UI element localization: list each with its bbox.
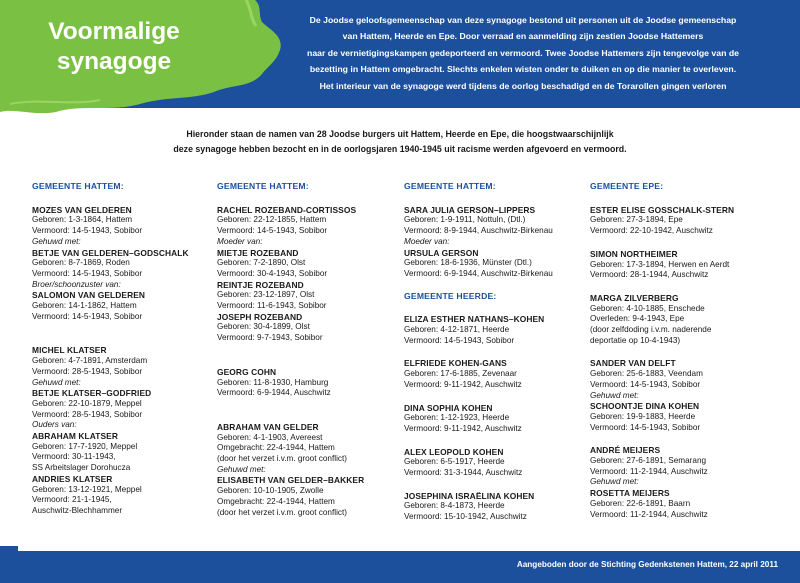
person-detail: Geboren: 17-3-1894, Herwen en Aerdt [590, 259, 730, 269]
person-entry [590, 445, 770, 520]
person-entry [404, 205, 584, 280]
subintro-line: deze synagoge hebben bezocht en in de oorlogsjaren 1940-1945 uit racisme werden afgevoerd en vermoord. [173, 144, 627, 154]
person-detail: deportatie op 10-4-1943) [590, 335, 681, 345]
relation-label: Gehuwd met: [217, 464, 266, 474]
person-entry [217, 367, 397, 399]
person-detail: Vermoord: 14-5-1943, Sobibor [404, 335, 515, 345]
person-detail: Geboren: 25-6-1883, Veendam [590, 369, 703, 379]
person-detail: Vermoord: 30-11-1943, [32, 452, 116, 462]
person-name: ELISABETH VAN GELDER–BAKKER [217, 475, 365, 486]
person-detail: Vermoord: 28-5-1943, Sobibor [32, 366, 143, 376]
section-heading: GEMEENTE HATTEM: [217, 181, 309, 191]
person-name: MOZES VAN GELDEREN [32, 204, 132, 215]
relation-label: Moeder van: [404, 236, 450, 246]
person-detail: Geboren: 4-12-1871, Heerde [404, 325, 510, 335]
person-detail: Geboren: 22-12-1855, Hattem [217, 215, 327, 225]
person-detail: Geboren: 23-12-1897, Olst [217, 290, 315, 300]
person-detail: Geboren: 22-6-1891, Baarn [590, 498, 691, 508]
person-name: DINA SOPHIA KOHEN [404, 402, 493, 413]
person-name: MIETJE ROZEBAND [217, 247, 299, 258]
person-entry [404, 491, 584, 523]
person-detail: Geboren: 17-6-1885, Zevenaar [404, 369, 517, 379]
intro-line: De Joodse geloofsgemeenschap van deze synagoge bestond uit personen uit de Joodse gemeenschap [309, 15, 737, 25]
person-detail: Geboren: 1-3-1864, Hattem [32, 215, 133, 225]
column-3 [404, 181, 584, 534]
section-heading: GEMEENTE HATTEM: [32, 181, 124, 191]
person-entry [404, 403, 584, 435]
person-entry [217, 205, 397, 344]
relation-label: Gehuwd met: [590, 477, 639, 487]
section-heading: GEMEENTE HATTEM: [404, 181, 496, 191]
person-detail: Vermoord: 15-10-1942, Auschwitz [404, 512, 527, 522]
relation-label: Gehuwd met: [590, 390, 639, 400]
subintro-text [60, 127, 740, 157]
person-detail: Geboren: 27-6-1891, Semarang [590, 456, 707, 466]
column-1 [32, 181, 212, 528]
person-name: ANDRÉ MEIJERS [590, 445, 661, 456]
person-detail: Vermoord: 28-5-1943, Sobibor [32, 409, 143, 419]
person-name: ABRAHAM KLATSER [32, 431, 119, 442]
section-heading: GEMEENTE EPE: [590, 181, 664, 191]
person-entry [217, 422, 397, 518]
intro-line: bezetting in Hattem omgebracht. Slechts enkelen wisten onder te duiken en op die manier te overleven. [309, 64, 737, 75]
title-line: Voormalige [48, 18, 180, 45]
person-detail: Geboren: 8-4-1873, Heerde [404, 501, 505, 511]
column-4 [590, 181, 770, 531]
person-entry [590, 358, 770, 433]
footer-text: Aangeboden door de Stichting Gedenkstenen Hattem, 22 april 2011 [516, 560, 778, 569]
person-name: MICHEL KLATSER [32, 345, 107, 356]
person-name: ABRAHAM VAN GELDER [217, 421, 319, 432]
person-detail: Vermoord: 14-5-1943, Sobibor [217, 226, 328, 236]
person-detail: Geboren: 10-10-1905, Zwolle [217, 486, 324, 496]
column-2 [217, 181, 397, 529]
relation-label: Moeder van: [217, 236, 263, 246]
person-detail: Geboren: 4-1-1903, Avereest [217, 432, 323, 442]
person-name: SANDER VAN DELFT [590, 358, 676, 369]
person-detail: Vermoord: 28-1-1944, Auschwitz [590, 270, 709, 280]
person-detail: Vermoord: 11-2-1944, Auschwitz [590, 466, 708, 476]
person-detail: Geboren: 1-12-1923, Heerde [404, 413, 510, 423]
municipality-section [404, 181, 584, 280]
person-entry [590, 293, 770, 347]
person-name: RACHEL ROZEBAND-CORTISSOS [217, 204, 357, 215]
person-detail: Geboren: 18-6-1936, Münster (Dtl.) [404, 258, 532, 268]
person-name: SARA JULIA GERSON–LIPPERS [404, 204, 536, 215]
person-detail: Overleden: 9-4-1943, Epe [590, 314, 685, 324]
person-name: BETJE KLATSER–GODFRIED [32, 388, 152, 399]
person-name: ROSETTA MEIJERS [590, 488, 670, 499]
relation-label: Broer/schoonzuster van: [32, 279, 121, 289]
person-name: REINTJE ROZEBAND [217, 279, 304, 290]
person-name: ESTER ELISE GOSSCHALK-STERN [590, 204, 735, 215]
person-detail: Geboren: 8-7-1869, Roden [32, 258, 130, 268]
person-name: BETJE VAN GELDEREN–GODSCHALK [32, 247, 189, 258]
person-detail: Geboren: 27-3-1894, Epe [590, 215, 683, 225]
person-name: ELFRIEDE KOHEN-GANS [404, 358, 507, 369]
person-name: ANDRIES KLATSER [32, 473, 113, 484]
person-detail: Vermoord: 6-9-1944, Auschwitz-Birkenau [404, 268, 553, 278]
relation-label: Gehuwd met: [32, 377, 81, 387]
person-detail: Vermoord: 21-1-1945, [32, 495, 112, 505]
person-name: ELIZA ESTHER NATHANS–KOHEN [404, 314, 545, 325]
intro-line: naar de vernietigingskampen gedeporteerd en vermoord. Twee Joodse Hattemers zijn tengevolge van de [307, 47, 739, 58]
person-detail: Geboren: 7-2-1890, Olst [217, 258, 306, 268]
person-detail: Vermoord: 14-5-1943, Sobibor [32, 311, 143, 321]
person-detail: Geboren: 1-9-1911, Nottuln, (Dtl.) [404, 215, 526, 225]
page-title [24, 17, 204, 77]
person-name: MARGA ZILVERBERG [590, 292, 679, 303]
municipality-section [404, 291, 584, 523]
person-detail: Vermoord: 14-5-1943, Sobibor [32, 226, 143, 236]
municipality-section [590, 181, 770, 520]
person-entry [404, 447, 584, 479]
intro-line: Het interieur van de synagoge werd tijdens de oorlog beschadigd en de Torarollen gingen verloren [319, 80, 727, 91]
person-detail: Vermoord: 30-4-1943, Sobibor [217, 268, 328, 278]
person-name: SCHOONTJE DINA KOHEN [590, 401, 700, 412]
person-detail: Vermoord: 11-6-1943, Sobibor [217, 301, 327, 311]
person-detail: Vermoord: 31-3-1944, Auschwitz [404, 468, 523, 478]
person-entry [32, 345, 212, 516]
person-entry [590, 249, 770, 281]
title-line: synagoge [56, 48, 172, 75]
footer-banner [0, 551, 800, 583]
person-detail: (door zelfdoding i.v.m. naderende [590, 325, 712, 335]
person-detail: Vermoord: 14-5-1943, Sobibor [32, 268, 143, 278]
person-detail: Vermoord: 8-9-1944, Auschwitz-Birkenau [404, 226, 553, 236]
person-name: SALOMON VAN GELDEREN [32, 290, 146, 301]
person-name: JOSEPHINA ISRAËLINA KOHEN [404, 490, 535, 501]
person-detail: Geboren: 30-4-1899, Olst [217, 322, 310, 332]
person-detail: Vermoord: 9-7-1943, Sobibor [217, 333, 323, 343]
relation-label: Ouders van: [32, 420, 77, 430]
person-name: JOSEPH ROZEBAND [217, 311, 303, 322]
person-entry [404, 314, 584, 346]
intro-text [272, 12, 774, 94]
subintro-line: Hieronder staan de namen van 28 Joodse burgers uit Hattem, Heerde en Epe, die hoogstwaarschijnlijk [186, 129, 614, 139]
person-detail: Vermoord: 11-2-1944, Auschwitz [590, 509, 708, 519]
person-detail: Geboren: 4-7-1891, Amsterdam [32, 356, 148, 366]
person-detail: Vermoord: 6-9-1944, Auschwitz [217, 388, 331, 398]
person-name: URSULA GERSON [404, 247, 479, 258]
person-detail: Vermoord: 14-5-1943, Sobibor [590, 422, 701, 432]
person-name: SIMON NORTHEIMER [590, 248, 678, 259]
person-detail: Geboren: 22-10-1879, Meppel [32, 398, 142, 408]
person-detail: Vermoord: 9-11-1942, Auschwitz [404, 423, 522, 433]
person-entry [404, 358, 584, 390]
person-entry [590, 205, 770, 237]
person-detail: (door het verzet i.v.m. groot conflict) [217, 507, 347, 517]
person-detail: Geboren: 6-5-1917, Heerde [404, 457, 505, 467]
person-detail: Geboren: 4-10-1885, Enschede [590, 303, 705, 313]
municipality-section [32, 181, 212, 517]
person-detail: Geboren: 13-12-1921, Meppel [32, 484, 142, 494]
person-detail: Vermoord: 9-11-1942, Auschwitz [404, 379, 522, 389]
person-detail: Geboren: 19-9-1883, Heerde [590, 411, 696, 421]
person-detail: Vermoord: 22-10-1942, Auschwitz [590, 226, 713, 236]
person-detail: Geboren: 17-7-1920, Meppel [32, 441, 138, 451]
person-detail: Auschwitz-Blechhammer [32, 505, 123, 515]
person-entry [32, 205, 212, 323]
person-detail: Geboren: 11-8-1930, Hamburg [217, 377, 329, 387]
section-heading: GEMEENTE HEERDE: [404, 290, 497, 301]
relation-label: Gehuwd met: [32, 236, 81, 246]
person-detail: Vermoord: 14-5-1943, Sobibor [590, 379, 701, 389]
municipality-section [217, 181, 397, 518]
intro-line: van Hattem, Heerde en Epe. Door verraad en aanmelding zijn zestien Joodse Hattemers [342, 31, 704, 42]
person-detail: Geboren: 14-1-1862, Hattem [32, 301, 137, 311]
person-detail: SS Arbeitslager Dorohucza [32, 463, 131, 473]
person-name: GEORG COHN [217, 366, 277, 377]
person-detail: Omgebracht: 22-4-1944, Hattem [217, 496, 335, 506]
person-detail: (door het verzet i.v.m. groot conflict) [217, 454, 347, 464]
person-name: ALEX LEOPOLD KOHEN [404, 446, 504, 457]
person-detail: Omgebracht: 22-4-1944, Hattem [217, 443, 335, 453]
